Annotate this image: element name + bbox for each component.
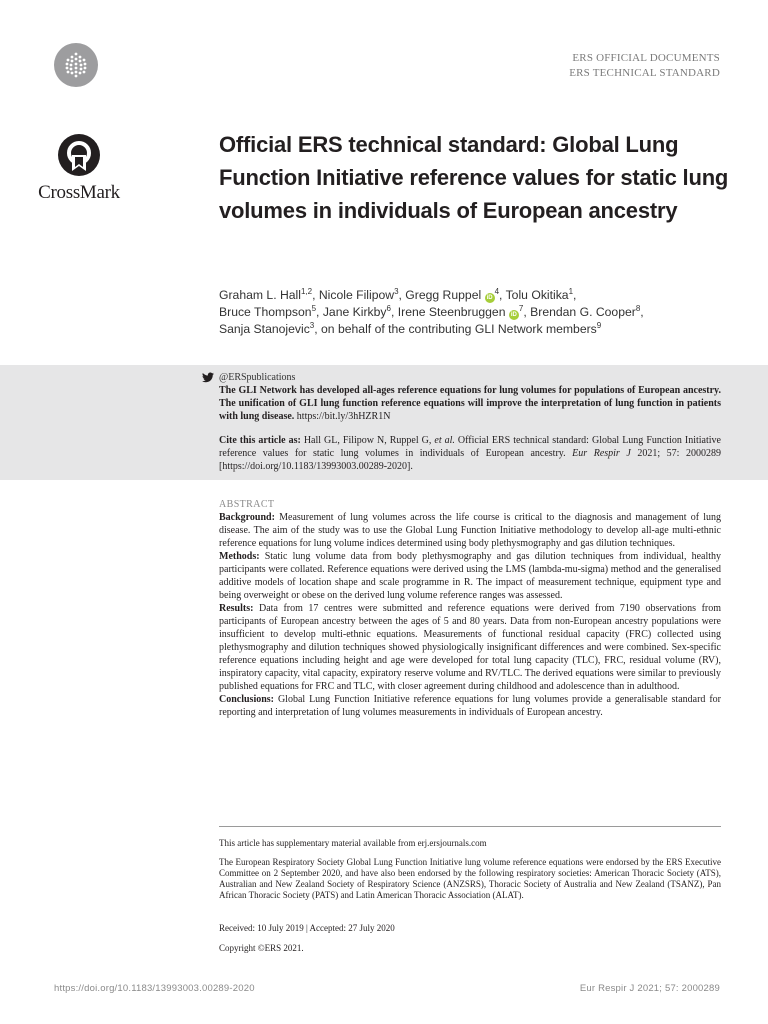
tweet-link[interactable]: https://bit.ly/3hHZR1N <box>296 411 391 422</box>
tweet-body: The GLI Network has developed all-ages reference equations for lung volumes for populations of European ancestry. The unification of GLI lung function reference equations will improve the interpretation of lung function in patients with lung disease. <box>219 385 721 422</box>
author-separator: , <box>398 288 406 302</box>
citation <box>219 434 721 473</box>
author-affiliation: 3 <box>309 320 315 330</box>
author-affiliation: 5 <box>311 303 317 313</box>
background-text: Measurement of lung volumes across the life course is critical to the diagnosis and management of lung disease. The aim of the study was to use the Global Lung Function Initiative methodology to develop all-age multi-ethnic reference equations for lung volume indices determined using body plethysmography and gas dilution techniques. <box>219 512 721 549</box>
author-name: Gregg Ruppel <box>405 288 482 302</box>
cite-etal: et al. <box>434 435 455 446</box>
abstract-results <box>219 602 721 693</box>
crossmark-label: CrossMark <box>38 182 120 203</box>
cite-rest: 2021; 57: 2000289 [https://doi.org/10.1183/13993003.00289-2020]. <box>219 448 722 472</box>
author <box>321 322 601 336</box>
results-text: Data from 17 centres were submitted and reference equations were derived from 7190 observations from participants of European ancestry between the ages of 5 and 80 years. Data from non-European ancestry populations were insufficient to develop multi-ethnic equations. Measurements of functional residual capacity (FRC) collected using plethysmography and dilution techniques showed physiologically insignificant differences and were combined. Sex-specific reference equations including height and age were developed for total lung capacity (TLC), FRC, residual volume (RV), inspiratory capacity, vital capacity, expiratory reserve volume and RV/TLC. The derived equations were similar to previously published equations for FRC and TLC, with closer agreement during childhood and adolescence than in adulthood. <box>219 603 722 692</box>
cite-journal: Eur Respir J <box>572 448 631 459</box>
author-affiliation: 6 <box>386 303 391 313</box>
author <box>219 288 319 302</box>
author-name: Bruce Thompson <box>219 305 312 319</box>
author-name: Tolu Okitika <box>505 288 569 302</box>
author <box>323 305 398 319</box>
results-label: Results: <box>219 603 254 614</box>
cite-label: Cite this article as: <box>219 435 301 446</box>
author <box>506 288 577 302</box>
author-name: Sanja Stanojevic <box>219 322 310 336</box>
author-affiliation: 3 <box>394 286 399 296</box>
cite-authors: Hall GL, Filipow N, Ruppel G, <box>303 435 432 446</box>
abstract-heading: ABSTRACT <box>219 499 275 510</box>
ers-logo-icon <box>54 43 98 87</box>
abstract-background <box>219 511 721 550</box>
doc-type-line2: ERS TECHNICAL STANDARD <box>569 67 720 79</box>
methods-label: Methods: <box>219 551 260 562</box>
author-name: Graham L. Hall <box>219 288 301 302</box>
author-separator: , <box>390 305 398 319</box>
author-affiliation: 8 <box>635 303 641 313</box>
author <box>530 305 644 319</box>
received-accepted-dates: Received: 10 July 2019 | Accepted: 27 July 2020 <box>219 923 395 933</box>
author-separator: , <box>499 288 506 302</box>
twitter-icon <box>202 372 214 383</box>
author <box>319 288 405 302</box>
document-type <box>569 51 720 81</box>
journal-footer: Eur Respir J 2021; 57: 2000289 <box>579 983 720 994</box>
doc-type-line1: ERS OFFICIAL DOCUMENTS <box>572 52 720 64</box>
author-affiliation: 1,2 <box>300 286 313 296</box>
copyright-note: Copyright ©ERS 2021. <box>219 943 304 953</box>
orcid-icon[interactable]: iD <box>510 312 517 318</box>
orcid-icon[interactable]: iD <box>486 295 493 301</box>
crossmark-badge[interactable] <box>34 133 124 203</box>
author-separator: , <box>316 305 323 319</box>
conclusions-text: Global Lung Function Initiative reference equations for lung volumes provide a generalisable standard for reporting and interpretation of lung volumes measurements in individuals of European ancestry. <box>219 694 721 718</box>
section-divider <box>219 826 721 827</box>
author-name: on behalf of the contributing GLI Network members <box>321 322 597 336</box>
methods-text: Static lung volume data from body plethysmography and gas dilution techniques from individual, healthy participants were collated. Reference equations were derived using the LMS (lambda-mu-sigma) method and the generalised additive models of location shape and scale programme in R. The impact of measurement technique, equipment type and being overweight or obese on the derived lung volume reference ranges was assessed. <box>219 551 722 601</box>
author <box>398 305 530 319</box>
cite-title: Official ERS technical standard: Global Lung Function Initiative reference values for static lung volumes in individuals of European ancestry. <box>219 435 721 459</box>
abstract-methods <box>219 550 721 602</box>
conclusions-label: Conclusions: <box>219 694 275 705</box>
tweet-text <box>219 384 721 423</box>
author-name: Jane Kirkby <box>322 305 387 319</box>
author-separator: , <box>523 305 531 319</box>
crossmark-icon <box>57 133 101 177</box>
supplementary-note: This article has supplementary material available from erj.ersjournals.com <box>219 838 487 848</box>
author-name: Nicole Filipow <box>318 288 395 302</box>
author-separator: , <box>314 322 322 336</box>
author <box>219 322 321 336</box>
author-affiliation: 4 <box>494 286 500 296</box>
author <box>405 288 505 302</box>
author <box>219 305 323 319</box>
author-separator: , <box>312 288 319 302</box>
abstract-body <box>219 511 721 719</box>
doi-footer[interactable]: https://doi.org/10.1183/13993003.00289-2020 <box>54 983 255 994</box>
author-affiliation: 9 <box>596 320 602 330</box>
author-list <box>219 287 729 338</box>
author-separator: , <box>573 288 577 302</box>
article-title: Official ERS technical standard: Global Lung Function Initiative reference values for static lung volumes in individuals of European ancestry <box>219 132 729 223</box>
endorsement-note: The European Respiratory Society Global Lung Function Initiative lung volume reference equations were endorsed by the ERS Executive Committee on 2 September 2020, and have also been endorsed by the following respiratory societies: American Thoracic Society (ATS), Australian and New Zealand Society of Respiratory Science (ANZSRS), Thoracic Society of Australia and New Zealand (TSANZ), Pan African Thoracic Society (PATS) and Latin American Thoracic Association (ALAT). <box>219 857 721 900</box>
author-affiliation: 1 <box>568 286 574 296</box>
abstract-conclusions <box>219 693 721 719</box>
author-separator: , <box>640 305 644 319</box>
author-name: Brendan G. Cooper <box>530 305 636 319</box>
author-affiliation: 7 <box>518 303 524 313</box>
author-name: Irene Steenbruggen <box>397 305 506 319</box>
background-label: Background: <box>219 512 275 523</box>
twitter-handle: @ERSpublications <box>219 372 296 383</box>
